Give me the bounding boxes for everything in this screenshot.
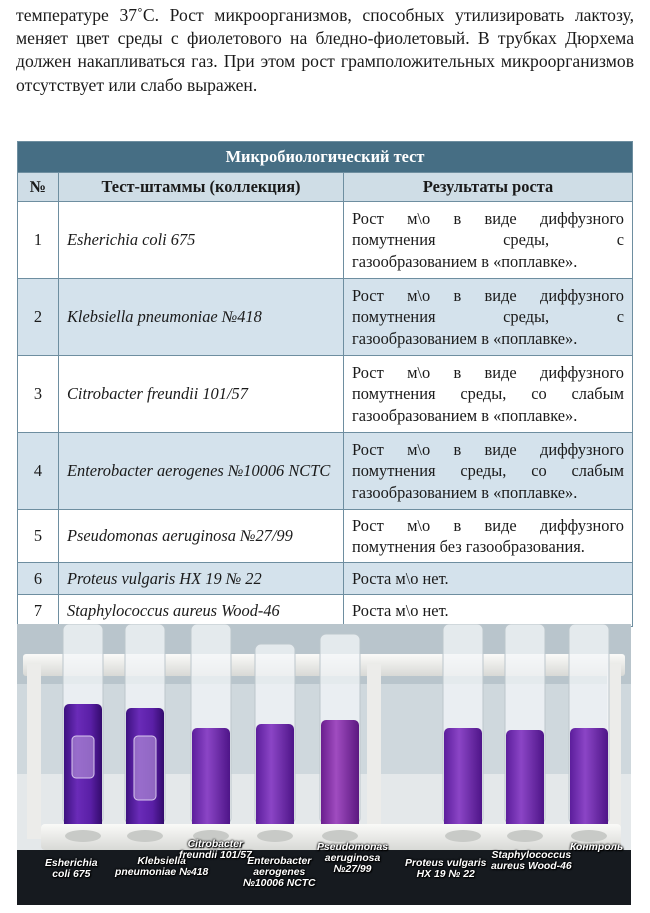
table-title-row xyxy=(18,142,633,173)
table-header-row xyxy=(18,173,633,202)
test-tubes-photo xyxy=(17,624,631,905)
row-num: 4 xyxy=(18,433,59,510)
row-num: 7 xyxy=(18,595,59,627)
row-result: Роста м\о нет. xyxy=(344,563,633,595)
row-strain: Pseudomonas aeruginosa №27/99 xyxy=(59,510,344,563)
intro-paragraph: температуре 37˚С. Рост микроорганизмов, способных утилизировать лактозу, меняет цвет среды с фиолетового на бледно-фиолетовый. В трубках Дюрхема должен накапливаться газ. При этом рост грамположительных микроорганизмов отсутствует или слабо выражен. xyxy=(16,5,634,95)
row-result: Рост м\о в виде диффузного помутнения среды, с газообразованием в «поплавке». xyxy=(344,279,633,356)
header-strains: Тест-штаммы (коллекция) xyxy=(59,173,344,202)
photo-label-7: Staphylococcus aureus Wood-46 xyxy=(491,850,572,872)
row-strain: Esherichia coli 675 xyxy=(59,202,344,279)
row-strain: Proteus vulgaris HX 19 № 22 xyxy=(59,563,344,595)
row-result: Рост м\о в виде диффузного помутнения среды, со слабым газообразованием в «поплавке». xyxy=(344,356,633,433)
row-num: 1 xyxy=(18,202,59,279)
row-strain: Enterobacter aerogenes №10006 NCTC xyxy=(59,433,344,510)
table-row xyxy=(18,433,633,510)
photo-label-8: Контроль xyxy=(570,842,624,853)
photo-label-4: Enterobacter aerogenes №10006 NCTC xyxy=(243,856,316,889)
table-title: Микробиологический тест xyxy=(18,142,633,173)
tube-5-medium xyxy=(321,720,359,832)
tube-7-medium xyxy=(506,730,544,832)
tube-8-medium xyxy=(570,728,608,832)
photo-label-2: Klebsiella pneumoniae №418 xyxy=(115,856,209,878)
row-num: 2 xyxy=(18,279,59,356)
row-result: Рост м\о в виде диффузного помутнения среды, со слабым газообразованием в «поплавке». xyxy=(344,433,633,510)
row-strain: Staphylococcus aureus Wood-46 xyxy=(59,595,344,627)
row-result: Рост м\о в виде диффузного помутнения среды, с газообразованием в «поплавке». xyxy=(344,202,633,279)
row-strain: Klebsiella pneumoniae №418 xyxy=(59,279,344,356)
header-num: № xyxy=(18,173,59,202)
tube-4-medium xyxy=(256,724,294,832)
row-strain: Citrobacter freundii 101/57 xyxy=(59,356,344,433)
row-num: 6 xyxy=(18,563,59,595)
photo-label-6: Proteus vulgaris HX 19 № 22 xyxy=(405,858,487,880)
row-num: 3 xyxy=(18,356,59,433)
tube-3-medium xyxy=(192,728,230,832)
photo-label-5: Pseudomonas aeruginosa №27/99 xyxy=(317,842,389,875)
tube-6-medium xyxy=(444,728,482,832)
table-row xyxy=(18,563,633,595)
photo-label-1: Esherichia coli 675 xyxy=(45,858,98,880)
table-row xyxy=(18,356,633,433)
table-row xyxy=(18,595,633,627)
micro-test-table xyxy=(17,141,633,627)
header-results: Результаты роста xyxy=(344,173,633,202)
table-row xyxy=(18,510,633,563)
row-result: Рост м\о в виде диффузного помутнения без газообразования. xyxy=(344,510,633,563)
table-row xyxy=(18,279,633,356)
table-row xyxy=(18,202,633,279)
photo-label-3: Citrobacter freundii 101/57 xyxy=(179,839,252,861)
row-result: Роста м\о нет. xyxy=(344,595,633,627)
row-num: 5 xyxy=(18,510,59,563)
